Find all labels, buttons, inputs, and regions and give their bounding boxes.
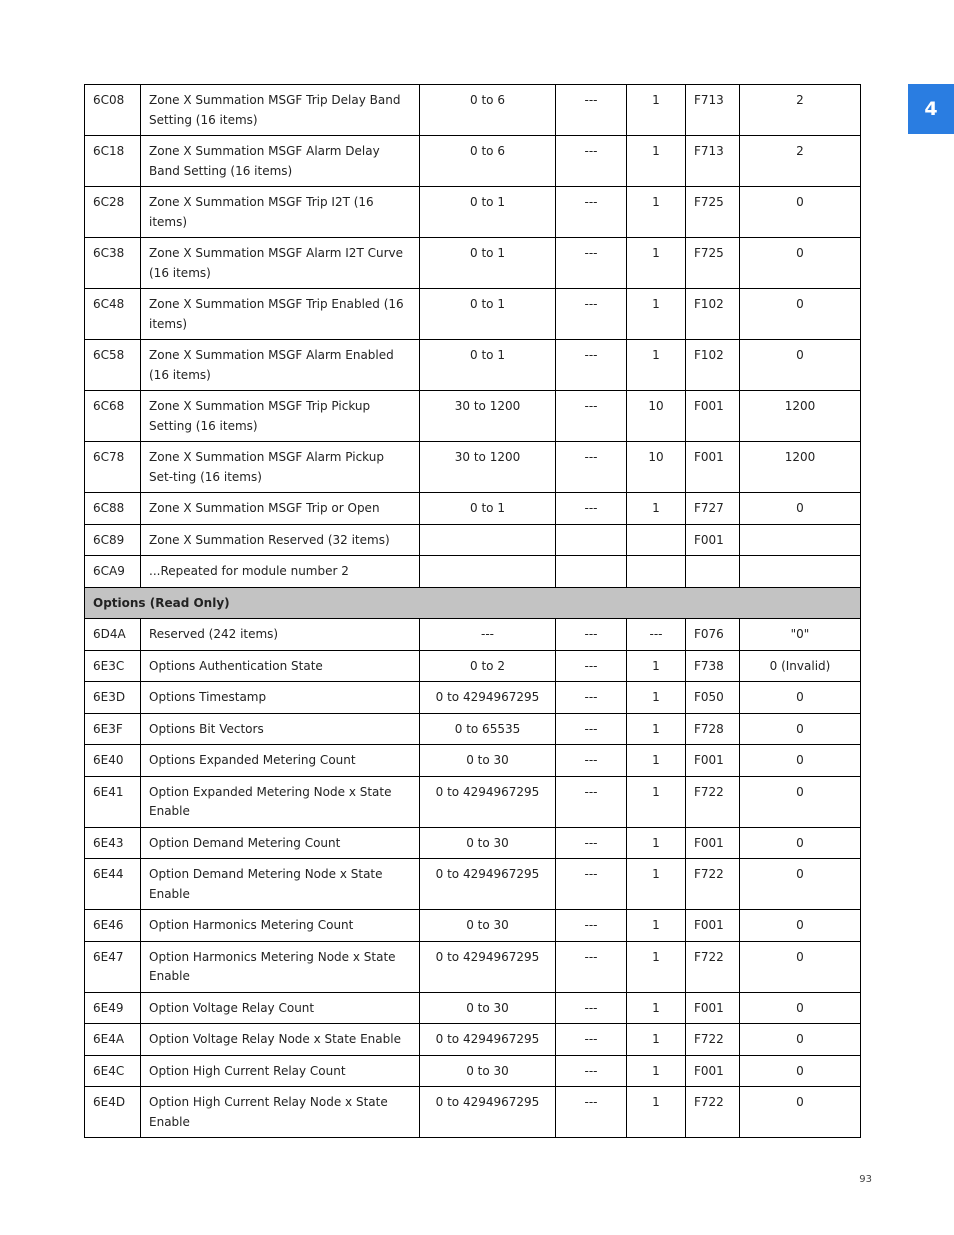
format-cell: F001 (686, 827, 740, 859)
format-cell: F001 (686, 391, 740, 442)
description-cell: Options Expanded Metering Count (141, 745, 420, 777)
format-cell: F728 (686, 713, 740, 745)
step-cell: 1 (627, 493, 686, 525)
description-cell: Option High Current Relay Node x State Enable (141, 1087, 420, 1138)
table-row (85, 776, 861, 827)
address-cell: 6C78 (85, 442, 141, 493)
description-cell: Zone X Summation MSGF Trip Enabled (16 items) (141, 289, 420, 340)
description-cell: Options Authentication State (141, 650, 420, 682)
units-cell: --- (556, 827, 627, 859)
range-cell: 0 to 6 (420, 136, 556, 187)
description-cell: Option Demand Metering Node x State Enable (141, 859, 420, 910)
default-cell: 0 (740, 992, 861, 1024)
default-cell: 0 (740, 941, 861, 992)
description-cell: Option Expanded Metering Node x State Enable (141, 776, 420, 827)
description-cell: Zone X Summation MSGF Trip or Open (141, 493, 420, 525)
description-cell: Zone X Summation MSGF Alarm Delay Band Setting (16 items) (141, 136, 420, 187)
default-cell: 0 (740, 682, 861, 714)
table-row (85, 1055, 861, 1087)
step-cell: 1 (627, 941, 686, 992)
address-cell: 6E4D (85, 1087, 141, 1138)
default-cell: 1200 (740, 391, 861, 442)
address-cell: 6CA9 (85, 556, 141, 588)
format-cell: F722 (686, 1087, 740, 1138)
units-cell: --- (556, 650, 627, 682)
table-row (85, 745, 861, 777)
table-row (85, 682, 861, 714)
range-cell: 0 to 6 (420, 85, 556, 136)
default-cell (740, 524, 861, 556)
step-cell: 1 (627, 745, 686, 777)
step-cell: 1 (627, 1055, 686, 1087)
table-row (85, 340, 861, 391)
table-row (85, 85, 861, 136)
page-number: 93 (859, 1174, 872, 1185)
range-cell: 0 to 1 (420, 493, 556, 525)
table-row (85, 391, 861, 442)
address-cell: 6E46 (85, 910, 141, 942)
step-cell: 1 (627, 1087, 686, 1138)
format-cell: F001 (686, 992, 740, 1024)
units-cell: --- (556, 442, 627, 493)
table-row (85, 827, 861, 859)
format-cell: F102 (686, 340, 740, 391)
range-cell: 0 to 30 (420, 992, 556, 1024)
default-cell: 0 (740, 910, 861, 942)
chapter-tab: 4 (908, 84, 954, 134)
range-cell: 0 to 4294967295 (420, 1087, 556, 1138)
description-cell: Option High Current Relay Count (141, 1055, 420, 1087)
format-cell: F722 (686, 941, 740, 992)
address-cell: 6C68 (85, 391, 141, 442)
units-cell: --- (556, 776, 627, 827)
range-cell: 0 to 4294967295 (420, 682, 556, 714)
format-cell: F725 (686, 187, 740, 238)
default-cell: 0 (740, 859, 861, 910)
step-cell: 10 (627, 442, 686, 493)
step-cell: 1 (627, 776, 686, 827)
default-cell: 0 (740, 493, 861, 525)
register-table (84, 84, 861, 1138)
section-header-row (85, 587, 861, 619)
range-cell: 30 to 1200 (420, 442, 556, 493)
default-cell: 0 (740, 187, 861, 238)
default-cell: 0 (740, 827, 861, 859)
table-row (85, 289, 861, 340)
range-cell: 0 to 1 (420, 289, 556, 340)
description-cell: Option Demand Metering Count (141, 827, 420, 859)
units-cell: --- (556, 340, 627, 391)
description-cell: Zone X Summation MSGF Alarm Pickup Set-ting (16 items) (141, 442, 420, 493)
range-cell: 30 to 1200 (420, 391, 556, 442)
range-cell: 0 to 4294967295 (420, 941, 556, 992)
address-cell: 6E41 (85, 776, 141, 827)
step-cell: 1 (627, 238, 686, 289)
units-cell: --- (556, 289, 627, 340)
address-cell: 6C88 (85, 493, 141, 525)
default-cell: 0 (Invalid) (740, 650, 861, 682)
step-cell: 1 (627, 827, 686, 859)
range-cell: 0 to 1 (420, 340, 556, 391)
step-cell: 1 (627, 340, 686, 391)
step-cell (627, 556, 686, 588)
step-cell: 1 (627, 713, 686, 745)
table-row (85, 1087, 861, 1138)
address-cell: 6C38 (85, 238, 141, 289)
units-cell: --- (556, 992, 627, 1024)
address-cell: 6E3C (85, 650, 141, 682)
address-cell: 6D4A (85, 619, 141, 651)
units-cell (556, 556, 627, 588)
address-cell: 6C28 (85, 187, 141, 238)
register-table-body (85, 85, 861, 1138)
step-cell: 1 (627, 859, 686, 910)
address-cell: 6C48 (85, 289, 141, 340)
description-cell: Zone X Summation MSGF Trip Pickup Setting (16 items) (141, 391, 420, 442)
description-cell: Options Timestamp (141, 682, 420, 714)
units-cell: --- (556, 1024, 627, 1056)
address-cell: 6E44 (85, 859, 141, 910)
default-cell: 2 (740, 85, 861, 136)
step-cell: 1 (627, 136, 686, 187)
table-row (85, 992, 861, 1024)
range-cell (420, 524, 556, 556)
units-cell: --- (556, 1087, 627, 1138)
description-cell: Zone X Summation MSGF Trip Delay Band Setting (16 items) (141, 85, 420, 136)
address-cell: 6C18 (85, 136, 141, 187)
units-cell: --- (556, 713, 627, 745)
range-cell: 0 to 4294967295 (420, 859, 556, 910)
step-cell: 1 (627, 289, 686, 340)
description-cell: Zone X Summation MSGF Alarm Enabled (16 items) (141, 340, 420, 391)
default-cell: 0 (740, 745, 861, 777)
table-row (85, 556, 861, 588)
format-cell: F102 (686, 289, 740, 340)
range-cell: 0 to 30 (420, 1055, 556, 1087)
address-cell: 6C58 (85, 340, 141, 391)
description-cell: Option Voltage Relay Count (141, 992, 420, 1024)
format-cell: F001 (686, 524, 740, 556)
format-cell: F727 (686, 493, 740, 525)
address-cell: 6C08 (85, 85, 141, 136)
default-cell: 0 (740, 1087, 861, 1138)
address-cell: 6E47 (85, 941, 141, 992)
default-cell: "0" (740, 619, 861, 651)
range-cell: 0 to 1 (420, 187, 556, 238)
table-row (85, 187, 861, 238)
units-cell: --- (556, 238, 627, 289)
units-cell: --- (556, 391, 627, 442)
format-cell: F738 (686, 650, 740, 682)
format-cell: F713 (686, 85, 740, 136)
default-cell: 0 (740, 1055, 861, 1087)
default-cell: 0 (740, 238, 861, 289)
step-cell: 1 (627, 992, 686, 1024)
default-cell: 0 (740, 289, 861, 340)
description-cell: ...Repeated for module number 2 (141, 556, 420, 588)
table-row (85, 941, 861, 992)
table-row (85, 238, 861, 289)
default-cell (740, 556, 861, 588)
range-cell: 0 to 30 (420, 827, 556, 859)
format-cell: F722 (686, 1024, 740, 1056)
units-cell: --- (556, 941, 627, 992)
units-cell: --- (556, 859, 627, 910)
table-row (85, 442, 861, 493)
units-cell: --- (556, 187, 627, 238)
range-cell: 0 to 4294967295 (420, 776, 556, 827)
description-cell: Option Harmonics Metering Count (141, 910, 420, 942)
range-cell (420, 556, 556, 588)
step-cell: --- (627, 619, 686, 651)
range-cell: 0 to 65535 (420, 713, 556, 745)
description-cell: Zone X Summation MSGF Alarm I2T Curve (16 items) (141, 238, 420, 289)
step-cell: 1 (627, 910, 686, 942)
table-row (85, 859, 861, 910)
default-cell: 1200 (740, 442, 861, 493)
step-cell: 1 (627, 85, 686, 136)
table-row (85, 619, 861, 651)
address-cell: 6C89 (85, 524, 141, 556)
units-cell: --- (556, 136, 627, 187)
default-cell: 0 (740, 713, 861, 745)
format-cell: F001 (686, 745, 740, 777)
format-cell: F050 (686, 682, 740, 714)
table-row (85, 493, 861, 525)
description-cell: Option Voltage Relay Node x State Enable (141, 1024, 420, 1056)
description-cell: Zone X Summation Reserved (32 items) (141, 524, 420, 556)
address-cell: 6E4C (85, 1055, 141, 1087)
units-cell (556, 524, 627, 556)
table-row (85, 136, 861, 187)
format-cell: F076 (686, 619, 740, 651)
format-cell: F725 (686, 238, 740, 289)
range-cell: 0 to 1 (420, 238, 556, 289)
address-cell: 6E3F (85, 713, 141, 745)
description-cell: Zone X Summation MSGF Trip I2T (16 items) (141, 187, 420, 238)
format-cell: F722 (686, 776, 740, 827)
units-cell: --- (556, 682, 627, 714)
address-cell: 6E4A (85, 1024, 141, 1056)
step-cell: 1 (627, 650, 686, 682)
format-cell: F713 (686, 136, 740, 187)
address-cell: 6E3D (85, 682, 141, 714)
range-cell: 0 to 30 (420, 910, 556, 942)
units-cell: --- (556, 619, 627, 651)
range-cell: 0 to 2 (420, 650, 556, 682)
range-cell: 0 to 30 (420, 745, 556, 777)
default-cell: 0 (740, 776, 861, 827)
range-cell: --- (420, 619, 556, 651)
address-cell: 6E43 (85, 827, 141, 859)
units-cell: --- (556, 493, 627, 525)
format-cell: F001 (686, 442, 740, 493)
format-cell: F001 (686, 910, 740, 942)
default-cell: 0 (740, 1024, 861, 1056)
description-cell: Option Harmonics Metering Node x State Enable (141, 941, 420, 992)
table-row (85, 713, 861, 745)
default-cell: 2 (740, 136, 861, 187)
step-cell: 1 (627, 682, 686, 714)
step-cell (627, 524, 686, 556)
units-cell: --- (556, 1055, 627, 1087)
table-row (85, 650, 861, 682)
address-cell: 6E49 (85, 992, 141, 1024)
default-cell: 0 (740, 340, 861, 391)
step-cell: 1 (627, 1024, 686, 1056)
format-cell: F722 (686, 859, 740, 910)
address-cell: 6E40 (85, 745, 141, 777)
section-title: Options (Read Only) (85, 587, 861, 619)
description-cell: Reserved (242 items) (141, 619, 420, 651)
table-row (85, 524, 861, 556)
units-cell: --- (556, 745, 627, 777)
step-cell: 10 (627, 391, 686, 442)
format-cell (686, 556, 740, 588)
format-cell: F001 (686, 1055, 740, 1087)
units-cell: --- (556, 85, 627, 136)
units-cell: --- (556, 910, 627, 942)
step-cell: 1 (627, 187, 686, 238)
table-row (85, 1024, 861, 1056)
range-cell: 0 to 4294967295 (420, 1024, 556, 1056)
table-row (85, 910, 861, 942)
description-cell: Options Bit Vectors (141, 713, 420, 745)
